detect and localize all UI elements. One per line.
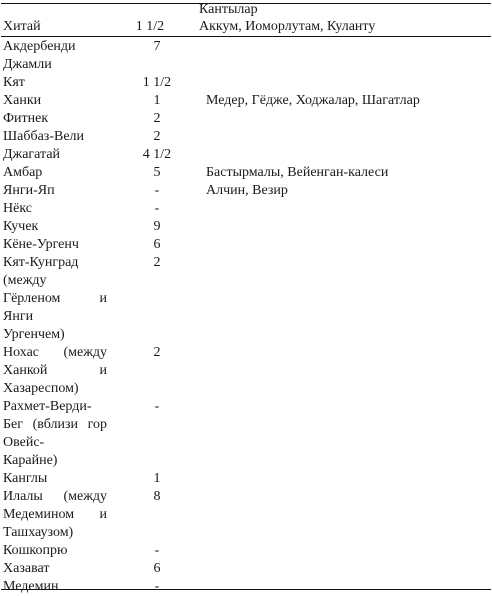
row-name bbox=[0, 344, 107, 398]
row-name bbox=[0, 488, 107, 542]
row-name-line: Фитнек bbox=[3, 111, 49, 126]
row-name-line: Гёрленом и bbox=[3, 291, 107, 306]
row-count: 1 1/2 bbox=[142, 75, 172, 90]
row-name-line: Хазават bbox=[3, 561, 50, 576]
row-count: 2 bbox=[153, 255, 161, 270]
row-name-line: Медемином и bbox=[3, 507, 107, 522]
table-row bbox=[0, 542, 492, 560]
table-header-rule bbox=[1, 36, 491, 37]
row-count: 7 bbox=[153, 39, 161, 54]
table-row bbox=[0, 110, 492, 128]
header-count: 1 1/2 bbox=[135, 19, 165, 34]
row-count: 2 bbox=[153, 345, 161, 360]
row-count: 6 bbox=[153, 561, 161, 576]
row-name-line: Канглы bbox=[3, 471, 48, 486]
row-name-line: Акдербенди bbox=[3, 39, 76, 54]
table-row bbox=[0, 74, 492, 92]
row-name-line: (между bbox=[3, 273, 47, 288]
row-name-line: Джамли bbox=[3, 57, 52, 72]
row-name bbox=[0, 236, 107, 254]
table-row bbox=[0, 128, 492, 146]
table-row bbox=[0, 92, 492, 110]
row-places: Медер, Гёдже, Ходжалар, Шагатлар bbox=[206, 93, 420, 108]
table-row bbox=[0, 236, 492, 254]
row-count: - bbox=[154, 201, 160, 216]
row-count: - bbox=[154, 543, 160, 558]
row-count: 9 bbox=[153, 219, 161, 234]
row-name bbox=[0, 578, 107, 596]
row-name bbox=[0, 470, 107, 488]
row-name bbox=[0, 254, 107, 344]
row-count: - bbox=[154, 399, 160, 414]
table-row bbox=[0, 344, 492, 398]
header-places-line1: Кантылар bbox=[199, 2, 258, 17]
table-row bbox=[0, 200, 492, 218]
row-name-line: Джагатай bbox=[3, 147, 61, 162]
row-name-line: Хазареспом) bbox=[3, 381, 79, 396]
row-name-line: Шаббаз-Вели bbox=[3, 129, 85, 144]
table-row bbox=[0, 578, 492, 596]
row-name bbox=[0, 218, 107, 236]
row-name-line: Кят-Кунград bbox=[3, 255, 79, 270]
table-row bbox=[0, 254, 492, 344]
row-name bbox=[0, 74, 107, 92]
row-count: 8 bbox=[153, 489, 161, 504]
row-name-line: Кят bbox=[3, 75, 25, 90]
table-bottom-rule bbox=[1, 589, 491, 590]
row-name-line: Янги bbox=[3, 309, 34, 324]
row-name-line: Ташхаузом) bbox=[3, 525, 74, 540]
row-count: 2 bbox=[153, 111, 161, 126]
row-count: 6 bbox=[153, 237, 161, 252]
row-name-line: Кошкопрю bbox=[3, 543, 68, 558]
row-name-line: Нёкс bbox=[3, 201, 32, 216]
row-name-line: Овейс- bbox=[3, 435, 45, 450]
row-name bbox=[0, 182, 107, 200]
row-count: 1 bbox=[153, 471, 161, 486]
row-name-line: Ханкой и bbox=[3, 363, 107, 378]
table-row bbox=[0, 560, 492, 578]
table-row bbox=[0, 470, 492, 488]
row-name bbox=[0, 146, 107, 164]
row-name bbox=[0, 200, 107, 218]
row-name bbox=[0, 542, 107, 560]
table-row bbox=[0, 38, 492, 74]
row-name-line: Медемин bbox=[3, 579, 59, 594]
table-row bbox=[0, 218, 492, 236]
table-row bbox=[0, 146, 492, 164]
row-name-line: Ханки bbox=[3, 93, 42, 108]
row-count: - bbox=[154, 183, 160, 198]
row-name-line: Рахмет-Верди- bbox=[3, 399, 92, 414]
table-row bbox=[0, 398, 492, 470]
row-name-line: Карайне) bbox=[3, 453, 58, 468]
row-name-line: Янги-Яп bbox=[3, 183, 55, 198]
row-name bbox=[0, 164, 107, 182]
row-count: 1 bbox=[153, 93, 161, 108]
row-name-line: Амбар bbox=[3, 165, 43, 180]
table-row bbox=[0, 488, 492, 542]
row-count: 4 1/2 bbox=[142, 147, 172, 162]
row-name-line: Ургенчем) bbox=[3, 327, 65, 342]
row-name-line: Нохас (между bbox=[3, 345, 107, 360]
row-name-line: Илалы (между bbox=[3, 489, 107, 504]
row-name bbox=[0, 38, 107, 74]
table-row bbox=[0, 164, 492, 182]
row-name bbox=[0, 128, 107, 146]
row-places: Алчин, Везир bbox=[206, 183, 288, 198]
header-places bbox=[199, 1, 375, 35]
row-name bbox=[0, 110, 107, 128]
row-count: - bbox=[154, 579, 160, 594]
header-name: Хитай bbox=[3, 19, 41, 34]
row-count: 5 bbox=[153, 165, 161, 180]
row-name bbox=[0, 398, 107, 470]
row-count: 2 bbox=[153, 129, 161, 144]
table-row bbox=[0, 182, 492, 200]
table-body bbox=[0, 38, 492, 596]
row-name-line: Бег (вблизи гор bbox=[3, 417, 107, 432]
row-name bbox=[0, 560, 107, 578]
row-name-line: Кучек bbox=[3, 219, 39, 234]
row-name bbox=[0, 92, 107, 110]
row-places: Бастырмалы, Вейенган-калеси bbox=[206, 165, 389, 180]
header-places-line2: Аккум, Иоморлутам, Куланту bbox=[199, 19, 376, 34]
row-name-line: Кёне-Ургенч bbox=[3, 237, 79, 252]
